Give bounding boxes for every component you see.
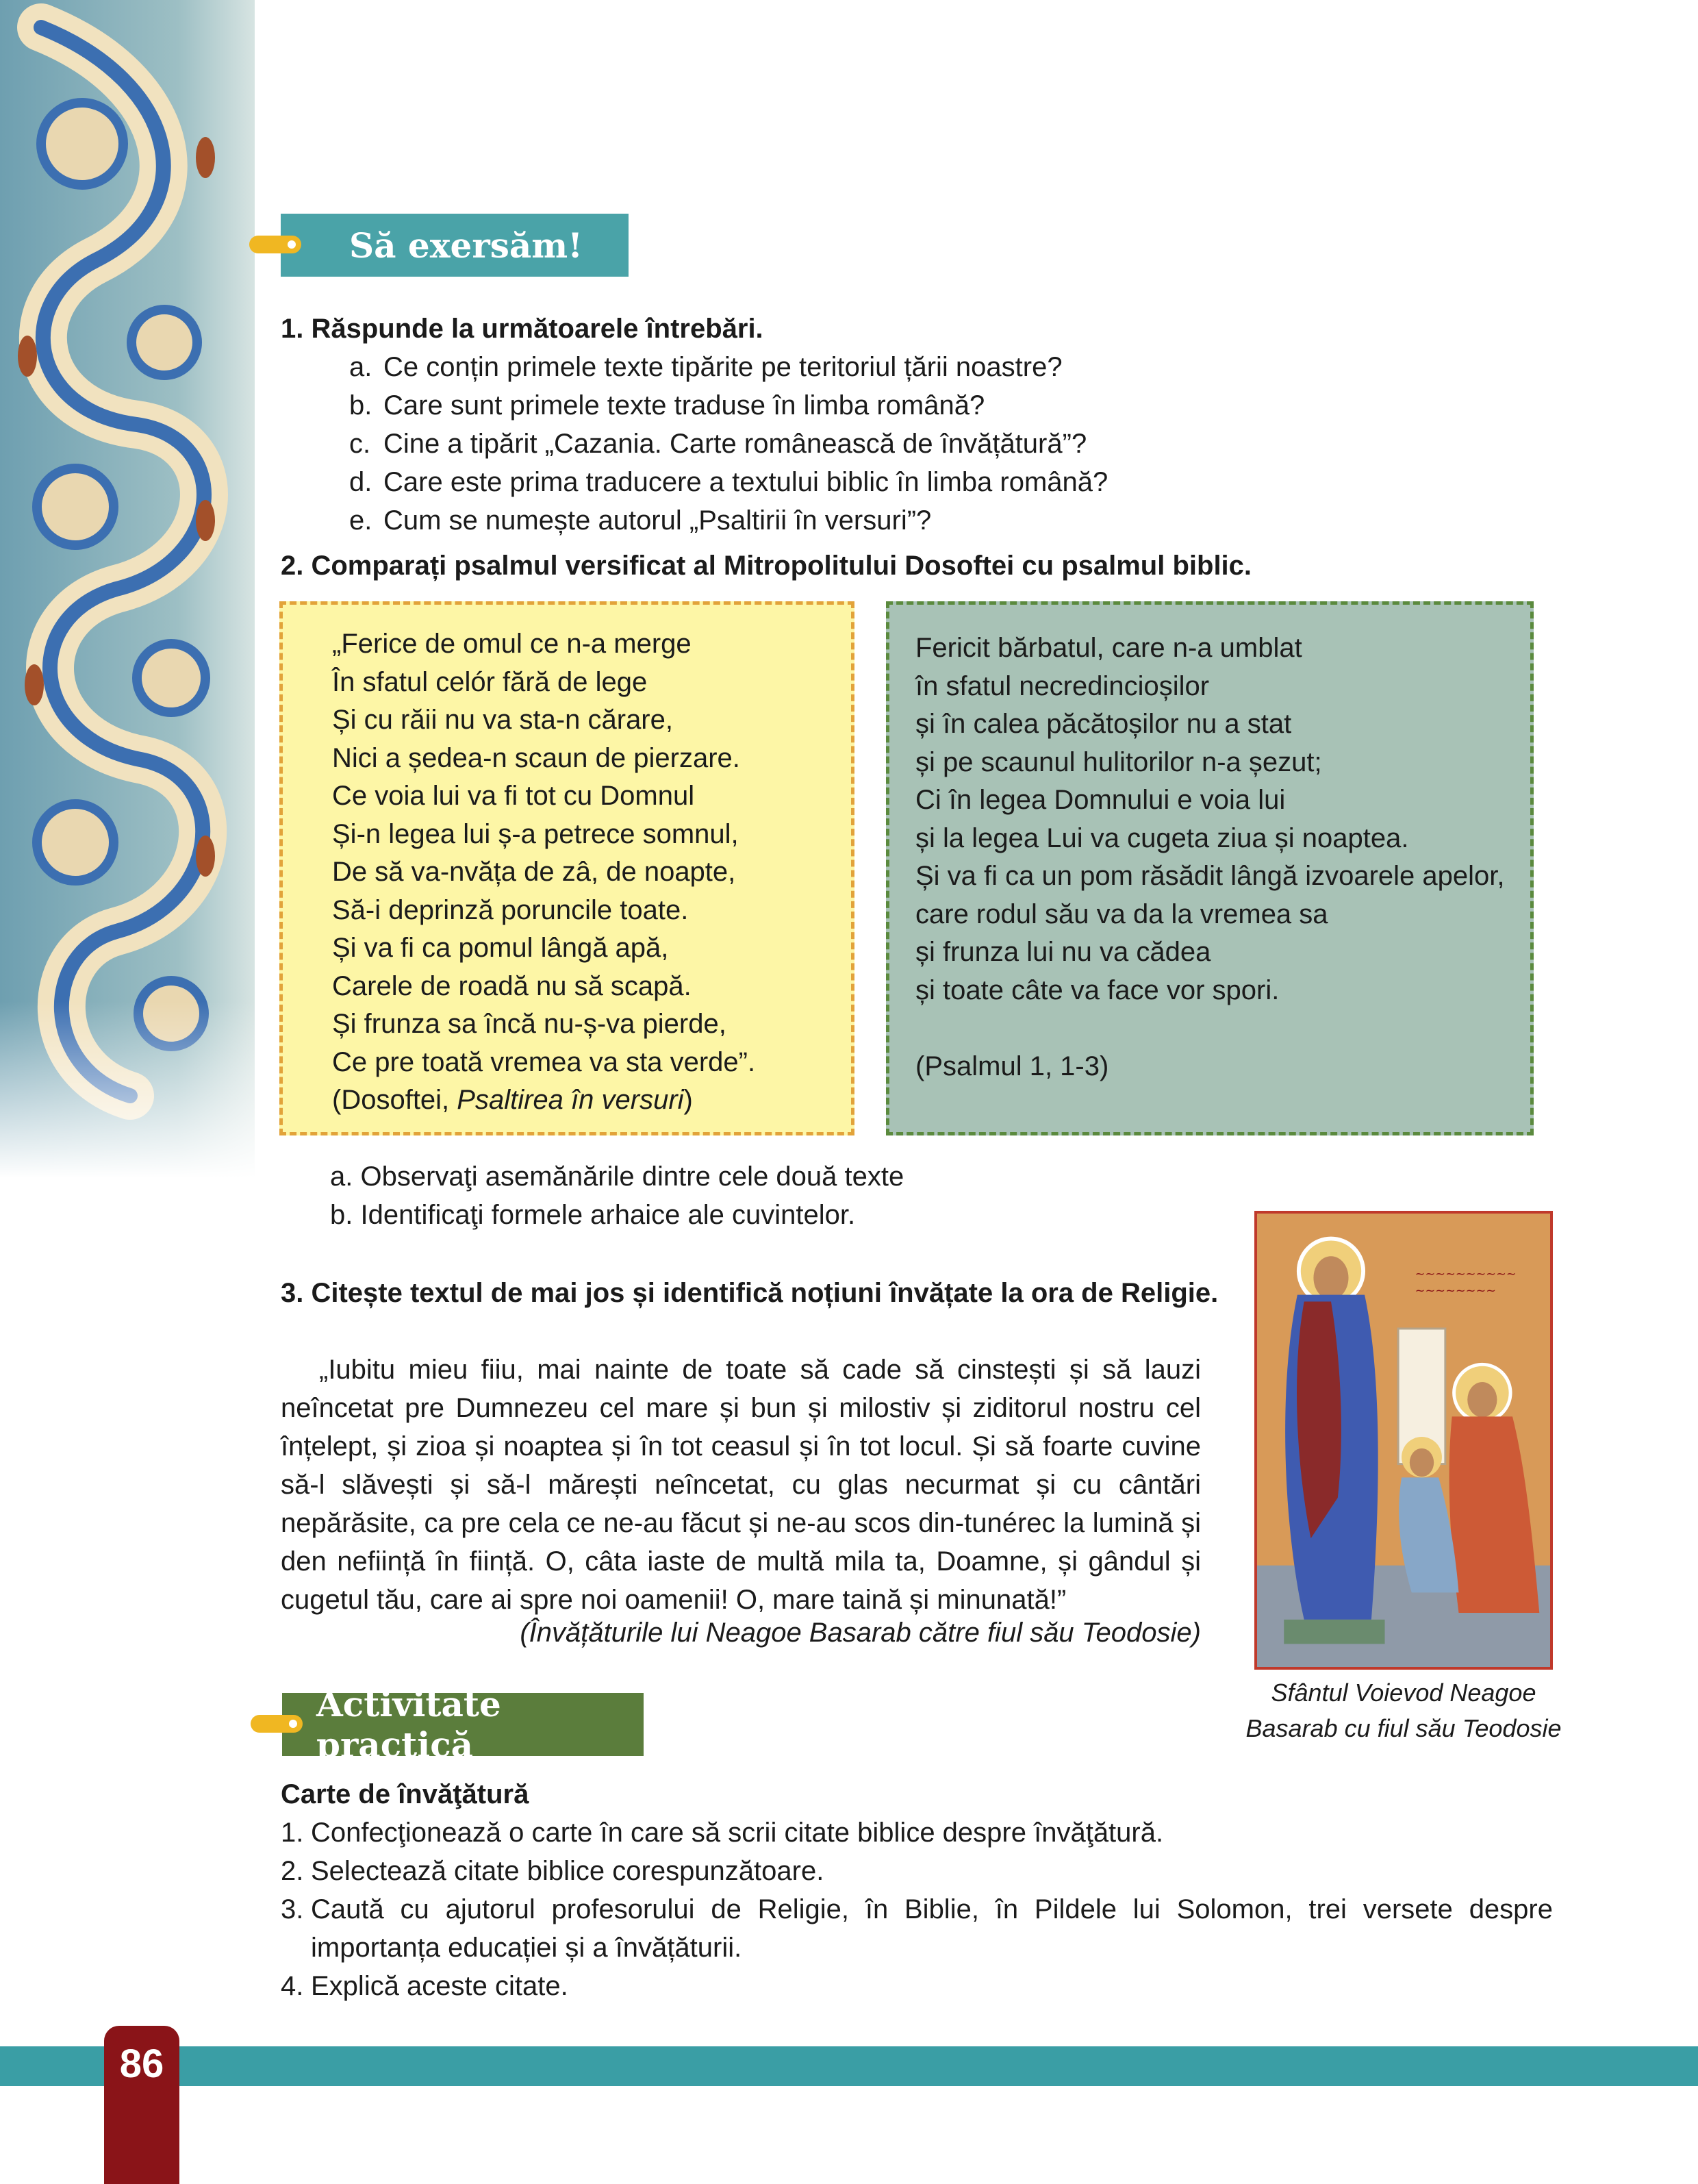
banner-tab-marker xyxy=(249,236,301,253)
image-caption-line1: Sfântul Voievod Neagoe xyxy=(1271,1679,1536,1707)
exercise-section-banner xyxy=(281,214,629,277)
page-number: 86 xyxy=(119,2042,164,2086)
question-2-sub-a: a. Observaţi asemănările dintre cele două texte xyxy=(330,1162,904,1192)
psalm-line: și în calea păcătoșilor nu a stat xyxy=(915,709,1292,739)
poem-line: Ce voia lui va fi tot cu Domnul xyxy=(332,781,695,811)
poem-line: Și-n legea lui ș-a petrece somnul, xyxy=(332,818,739,849)
practice-subtitle: Carte de învăţătură xyxy=(281,1779,529,1809)
psalm-line: și pe scaunul hulitorilor n-a șezut; xyxy=(915,746,1322,777)
footer-bar xyxy=(0,2046,1698,2086)
question-1-item: b. Care sunt primele texte traduse în limba română? xyxy=(349,390,985,421)
poem-line: Să-i deprinză poruncile toate. xyxy=(332,894,689,925)
practice-list xyxy=(281,1813,1553,2005)
saint-neagoe-icon-image xyxy=(1254,1211,1553,1670)
psalm-line: și frunza lui nu va cădea xyxy=(915,937,1211,967)
neagoe-quote: „Iubitu mieu fiiu, mai nainte de toate să cade să cinstești și să lauzi neîncetat pre Dumnezeu cel mare și bun și milostiv și ziditorul nostru cel înțelept, și zioa și noaptea și în tot ceasul și în tot locul. Și să foarte cuvine să-l slăvești și să-l mărești neîncetat, cu glas necurmat și cu cântări nepărăsite, ca pre cela ce ne-au făcut și ne-au scos din-tunérec la lumină și den neființă în ființă. O, câta iaste de multă mila ta, Doamne, și gândul și cugetul tău, care ai spre noi oamenii! O, mare taină și minunată!” xyxy=(281,1355,1201,1615)
practice-section-title: Activitate practică xyxy=(316,1684,501,1765)
decorative-ornament-border xyxy=(0,0,260,1178)
versified-psalm-box xyxy=(279,601,854,1135)
image-caption-line2: Basarab cu fiul său Teodosie xyxy=(1245,1714,1562,1742)
poem-line: Și cu răii nu va sta-n cărare, xyxy=(332,705,673,735)
quote-source: (Învățăturile lui Neagoe Basarab către fiul său Teodosie) xyxy=(520,1618,1201,1648)
psalm-line: și la legea Lui va cugeta ziua și noaptea. xyxy=(915,823,1409,853)
list-item: 4. Explică aceste citate. xyxy=(281,1971,568,2001)
psalm-line: care rodul său va da la vremea sa xyxy=(915,899,1328,929)
question-1-title: 1. Răspunde la următoarele întrebări. xyxy=(281,314,763,344)
psalm-line: în sfatul necredincioșilor xyxy=(915,670,1210,701)
poem-line: În sfatul celór fără de lege xyxy=(332,666,648,697)
question-2-title: 2. Comparați psalmul versificat al Mitropolitului Dosoftei cu psalmul biblic. xyxy=(281,551,1252,581)
poem-line: „Ferice de omul ce n-a merge xyxy=(332,629,692,659)
psalm-source: (Psalmul 1, 1-3) xyxy=(915,1051,1109,1081)
list-item: 2. Selectează citate biblice corespunzătoare. xyxy=(281,1856,824,1886)
list-item: 1. Confecţionează o carte în care să scrii citate biblice despre învăţătură. xyxy=(281,1818,1164,1848)
psalm-line: Și va fi ca un pom răsădit lângă izvoarele apelor, xyxy=(915,861,1505,891)
practice-section-banner xyxy=(282,1684,644,1765)
question-1-item: e. Cum se numește autorul „Psaltirii în versuri”? xyxy=(349,505,932,536)
poem-line: De să va-nvăța de zâ, de noapte, xyxy=(332,857,736,887)
psalm-line: Ci în legea Domnului e voia lui xyxy=(915,785,1286,815)
psalm-line: și toate câte va face vor spori. xyxy=(915,975,1280,1005)
list-item: 3. Caută cu ajutorul profesorului de Religie, în Biblie, în Pildele lui Solomon, trei versete despre importanța educației și a învățăturii. xyxy=(281,1894,1553,1963)
svg-text:~~~~~~~~~~: ~~~~~~~~~~ xyxy=(1415,1267,1517,1281)
question-1-item: d. Care este prima traducere a textului biblic în limba română? xyxy=(349,467,1108,497)
question-3-title: 3. Citește textul de mai jos și identifică noțiuni învățate la ora de Religie. xyxy=(281,1278,1219,1308)
poem-line: Ce pre toată vremea va sta verde”. xyxy=(332,1046,756,1077)
psalm-line: Fericit bărbatul, care n-a umblat xyxy=(915,633,1302,663)
question-2-sub-b: b. Identificaţi formele arhaice ale cuvintelor. xyxy=(330,1200,856,1230)
poem-source: (Dosoftei, Psaltirea în versuri) xyxy=(332,1085,693,1115)
poem-line: Și frunza sa încă nu-ș-va pierde, xyxy=(332,1009,726,1039)
poem-line: Carele de roadă nu să scapă. xyxy=(332,970,692,1001)
question-1-item: c. Cine a tipărit „Cazania. Carte românească de învățătură”? xyxy=(349,429,1087,459)
exercise-section-title: Să exersăm! xyxy=(349,225,583,266)
svg-text:~~~~~~~~: ~~~~~~~~ xyxy=(1415,1284,1497,1298)
biblical-psalm-box xyxy=(886,601,1534,1135)
poem-line: Și va fi ca pomul lângă apă, xyxy=(332,933,669,963)
page-number-tab xyxy=(104,2026,179,2184)
poem-line: Nici a ședea-n scaun de pierzare. xyxy=(332,742,740,773)
question-1-item: a. Ce conțin primele texte tipărite pe teritoriul țării noastre? xyxy=(349,352,1063,382)
banner-tab-marker xyxy=(251,1715,303,1733)
